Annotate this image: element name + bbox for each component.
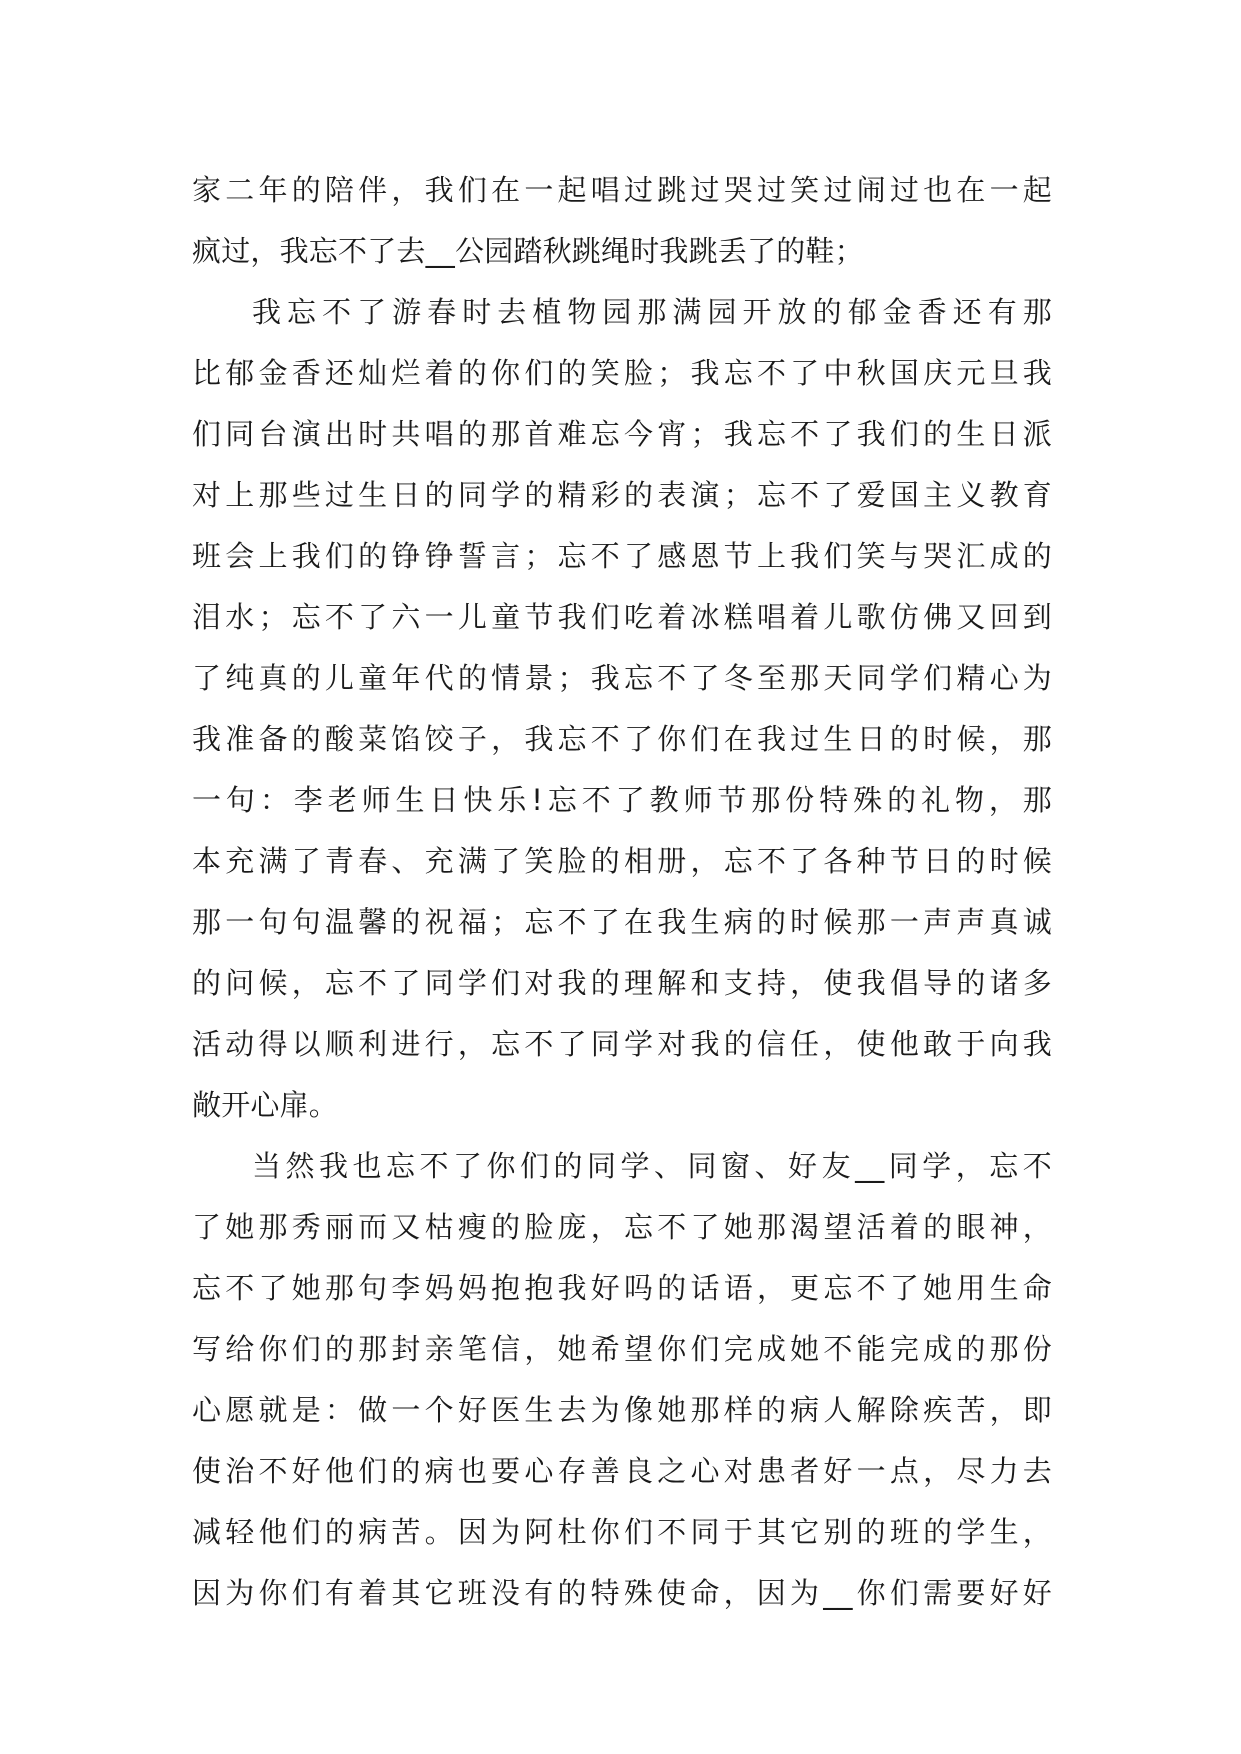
text-line: 我准备的酸菜馅饺子，我忘不了你们在我过生日的时候，那 [192, 722, 1052, 756]
text-line: 一句：李老师生日快乐!忘不了教师节那份特殊的礼物，那 [192, 783, 1052, 817]
text-line: 我忘不了游春时去植物园那满园开放的郁金香还有那 [252, 295, 1052, 329]
text-line: 比郁金香还灿烂着的你们的笑脸；我忘不了中秋国庆元旦我 [192, 356, 1052, 390]
text-line: 家二年的陪伴，我们在一起唱过跳过哭过笑过闹过也在一起 [192, 173, 1052, 207]
text-line: 的问候，忘不了同学们对我的理解和支持，使我倡导的诸多 [192, 966, 1052, 1000]
text-line: 敞开心扉。 [192, 1088, 339, 1122]
text-line: 忘不了她那句李妈妈抱抱我好吗的话语，更忘不了她用生命 [192, 1271, 1052, 1305]
text-line: 使治不好他们的病也要心存善良之心对患者好一点，尽力去 [192, 1454, 1052, 1488]
paragraph-3 [192, 1136, 1052, 1624]
text-line: 减轻他们的病苦。因为阿杜你们不同于其它别的班的学生， [192, 1515, 1052, 1549]
text-line: 疯过，我忘不了去__公园踏秋跳绳时我跳丢了的鞋； [192, 234, 864, 268]
text-line: 当然我也忘不了你们的同学、同窗、好友__同学，忘不 [252, 1149, 1052, 1183]
text-line: 对上那些过生日的同学的精彩的表演；忘不了爱国主义教育 [192, 478, 1052, 512]
paragraph-2 [192, 282, 1052, 1136]
text-line: 写给你们的那封亲笔信，她希望你们完成她不能完成的那份 [192, 1332, 1052, 1366]
text-line: 泪水；忘不了六一儿童节我们吃着冰糕唱着儿歌仿佛又回到 [192, 600, 1052, 634]
document-body [192, 160, 1052, 1624]
text-line: 们同台演出时共唱的那首难忘今宵；我忘不了我们的生日派 [192, 417, 1052, 451]
paragraph-1 [192, 160, 1052, 282]
text-line: 了她那秀丽而又枯瘦的脸庞，忘不了她那渴望活着的眼神， [192, 1210, 1052, 1244]
text-line: 心愿就是：做一个好医生去为像她那样的病人解除疾苦，即 [192, 1393, 1052, 1427]
text-line: 班会上我们的铮铮誓言；忘不了感恩节上我们笑与哭汇成的 [192, 539, 1052, 573]
text-line: 了纯真的儿童年代的情景；我忘不了冬至那天同学们精心为 [192, 661, 1052, 695]
text-line: 本充满了青春、充满了笑脸的相册，忘不了各种节日的时候 [192, 844, 1052, 878]
text-line: 活动得以顺利进行，忘不了同学对我的信任，使他敢于向我 [192, 1027, 1052, 1061]
text-line: 因为你们有着其它班没有的特殊使命，因为__你们需要好好 [192, 1576, 1052, 1610]
text-line: 那一句句温馨的祝福；忘不了在我生病的时候那一声声真诚 [192, 905, 1052, 939]
